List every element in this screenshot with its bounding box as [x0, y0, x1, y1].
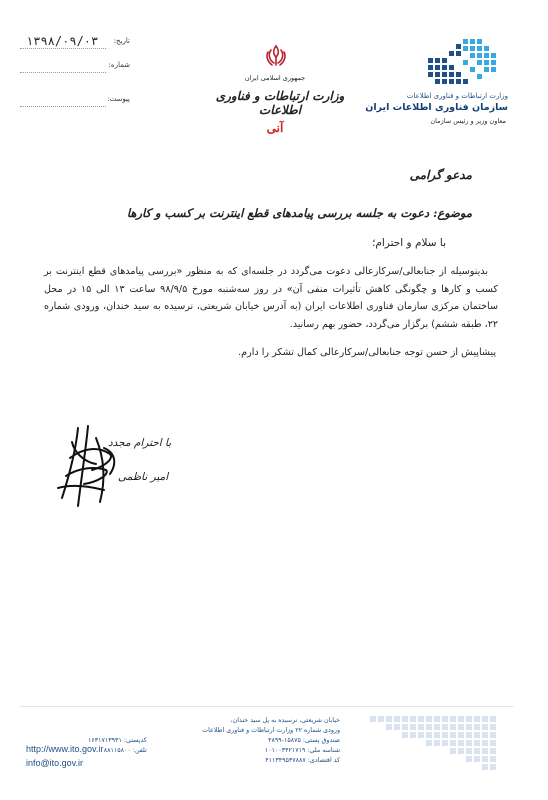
number-label: شماره:	[108, 61, 130, 69]
footer-address	[198, 716, 340, 766]
letter-closing: پیشاپیش از حسن توجه جنابعالی/سرکارعالی کمال تشکر را دارم.	[238, 347, 496, 358]
signature-regards: با احترام مجدد	[108, 437, 172, 449]
website-link[interactable]: http://www.ito.gov.ir	[26, 744, 104, 754]
org-subtitle: معاون وزیر و رئیس سازمان	[430, 117, 506, 125]
attachment-line	[20, 106, 106, 107]
address-line-2: ورودی شماره ۲۲ وزارت ارتباطات و فناوری اطلاعات	[202, 727, 340, 734]
org-name-small: وزارت ارتباطات و فناوری اطلاعات	[406, 92, 508, 100]
number-line	[20, 72, 106, 73]
postal-code: کدپستی: ۱۶۳۱۷۱۳۹۳۱	[88, 737, 147, 744]
date-label: تاریخ:	[113, 37, 130, 45]
republic-label: جمهوری اسلامی ایران	[244, 74, 306, 82]
email-link[interactable]: info@ito.gov.ir	[26, 758, 83, 768]
letter-greeting: با سلام و احترام؛	[372, 237, 446, 249]
signatory-name: امیر ناظمی	[118, 471, 169, 483]
org-name-large: سازمان فناوری اطلاعات ایران	[365, 102, 508, 113]
phone-number: تلفن: ۸۸۱۱۵۸۰۰	[103, 747, 147, 754]
footer-divider	[20, 706, 514, 707]
priority-label: آنی	[266, 121, 284, 135]
national-id: شناسه ملی: ۱۰۱۰۰۳۴۲۱۷۱۹	[264, 747, 340, 754]
attachment-label: پیوست:	[107, 95, 130, 103]
economic-code: کد اقتصادی: ۴۱۱۳۴۹۵۳۷۸۸۷	[265, 757, 340, 764]
ministry-name: وزارت ارتباطات و فناوری اطلاعات	[215, 89, 345, 117]
date-value: ۱۳۹۸/۰۹/۰۳	[26, 34, 99, 48]
postal-box: صندوق پستی: ۱۵۸۷۵-۴۸۹۹	[268, 737, 340, 744]
ito-logo-icon	[418, 36, 504, 90]
number-field	[20, 60, 130, 74]
letter-subject: موضوع: دعوت به جلسه بررسی پیامدهای قطع اینترنت بر کسب و کارها	[126, 206, 472, 220]
attachment-field	[20, 94, 130, 108]
recipient-heading: مدعو گرامی	[409, 168, 472, 182]
handwritten-signature-icon	[48, 418, 132, 514]
address-line-1: خیابان شریعتی، نرسیده به پل سید خندان،	[230, 717, 340, 724]
iran-emblem-icon	[264, 44, 288, 68]
footer-web	[26, 742, 103, 770]
footer-pattern-icon	[330, 712, 510, 780]
date-field	[20, 36, 130, 50]
letter-body: بدینوسیله از جنابعالی/سرکارعالی دعوت می‌گردد در جلسه‌ای که به منظور «بررسی پیامدهای قطع اینترنت بر کسب و کارها و چگونگی کاهش تأثیرات منفی آن» در روز سه‌شنبه مورخ ۹۸/۹/۵ ساعت ۱۳ الی ۱۵ در محل ساختمان مرکزی سازمان فناوری اطلاعات ایران (به آدرس خیابان شریعتی، نرسیده به سید خندان، ورودی شماره ۲۲، طبقه ششم) برگزار می‌گردد، حضور بهم رسانید.	[44, 266, 498, 330]
date-line	[20, 48, 106, 49]
